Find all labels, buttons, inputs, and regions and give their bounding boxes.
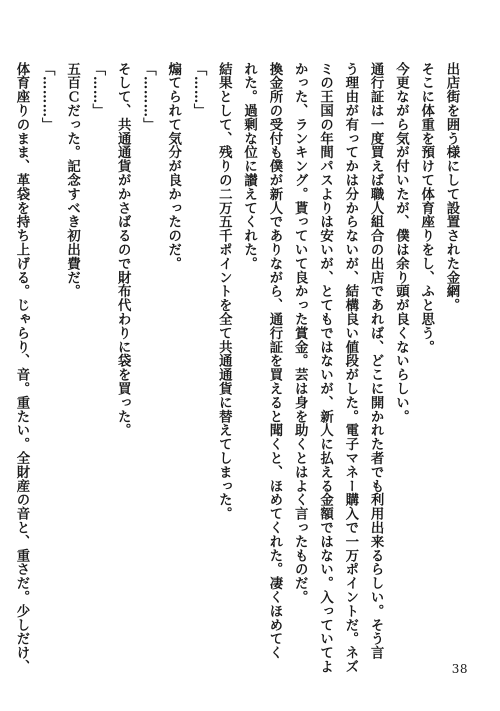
- dialogue-line: 「……」: [191, 62, 208, 118]
- text-line: ミの王国の年間パスよりは安いが、とてもではないが、新人に払える金額ではない。入っていてよ: [317, 62, 334, 674]
- dialogue-line: 「……」: [89, 62, 106, 118]
- text-line: 結果として、残りの二万五千ポイントを全て共通通貨に替えてしまった。: [216, 62, 233, 521]
- text-line: 煽てられて気分が良かったのだ。: [165, 62, 182, 271]
- text-line: かった、ランキング。貰っていて良かった賞金。芸は身を助くとはよく言ったものだ。: [292, 62, 309, 605]
- text-line: 今更ながら気が付いたが、僕は余り頭が良くないらしい。: [393, 62, 410, 424]
- text-line: 通行証は一度買えば職人組合の出店であれば、どこに開かれた者でも利用出来るらしい。そう言: [368, 62, 385, 660]
- text-line: 換金所の受付も僕が新人でありながら、通行証を買えると聞くと、ほめてくれた。凄くほめてく: [266, 62, 283, 660]
- text-line: れた。過剰な位に讃えてくれた。: [241, 62, 258, 271]
- dialogue-line: 「………」: [140, 62, 157, 132]
- text-line: そして、共通通貨がかさばるので財布代わりに袋を買った。: [115, 62, 132, 438]
- text-line: 体育座りのまま、革袋を持ち上げる。じゃらり、音。重たい。全財産の音と、重さだ。少しだけ、: [13, 62, 30, 674]
- text-line: う理由が有ってかは分からないが、結構良い値段がした。電子マネー購入で一万ポイントだ。ネズ: [342, 62, 359, 674]
- text-line: 五百Ｃだった。記念すべき初出費だ。: [64, 62, 81, 299]
- dialogue-line: 「………」: [39, 62, 56, 132]
- page-number: 38: [451, 662, 468, 676]
- text-line: 出店街を囲う様にして設置された金網。: [444, 62, 460, 313]
- text-line: そこに体重を預けて体育座りをし、ふと思う。: [418, 62, 435, 354]
